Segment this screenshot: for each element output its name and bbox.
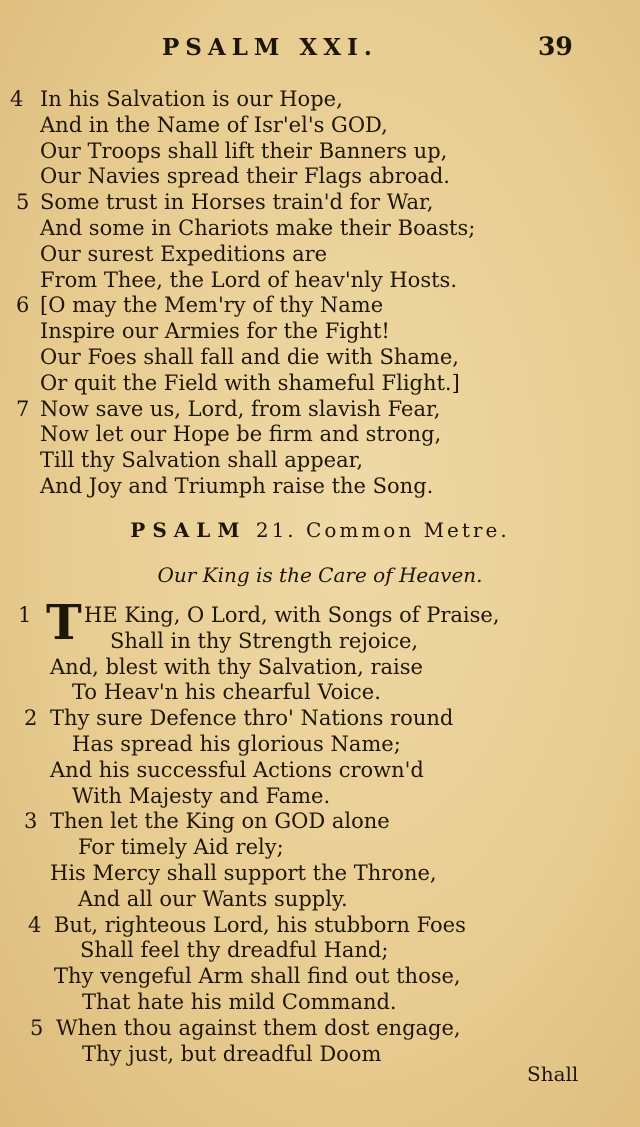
verse-line: Thy just, but dreadful Doom [82, 1041, 382, 1066]
page-header [0, 30, 640, 70]
verse-line: For timely Aid rely; [78, 835, 284, 860]
verse-line: And, blest with thy Salvation, raise [50, 654, 423, 679]
stanza-number: 3 [24, 809, 38, 834]
verse-line: Or quit the Field with shameful Flight.] [40, 370, 460, 395]
verse-line: 4 In his Salvation is our Hope, [10, 87, 343, 111]
verse-line: To Heav'n his chearful Voice. [72, 680, 381, 705]
verse-line: His Mercy shall support the Throne, [50, 860, 437, 885]
catchword: Shall [527, 1062, 579, 1086]
verse-line: And his successful Actions crown'd [50, 757, 424, 782]
section-subtitle: Our King is the Care of Heaven. [157, 563, 483, 587]
verse-line: Now let our Hope be firm and strong, [40, 422, 442, 447]
verse-line: Has spread his glorious Name; [72, 731, 401, 756]
stanza-number: 2 [24, 706, 38, 731]
verse-line: Our Navies spread their Flags abroad. [40, 164, 450, 189]
verse-line: And some in Chariots make their Boasts; [40, 215, 476, 240]
drop-capital: T [46, 595, 82, 651]
verse-line: Our surest Expeditions are [40, 241, 328, 266]
section-heading [0, 518, 640, 542]
stanza-number: 7 [16, 396, 30, 421]
verse-line: And all our Wants supply. [78, 886, 348, 911]
stanza-number: 5 [30, 1015, 44, 1040]
verse-line: 5 Some trust in Horses train'd for War, [16, 190, 434, 215]
stanza-number: 4 [10, 87, 24, 111]
stanza-number: 4 [28, 912, 42, 937]
verse-line: 7 Now save us, Lord, from slavish Fear, [16, 396, 441, 421]
running-title: PSALM XXI. [162, 34, 378, 61]
section-heading-word: PSALM [130, 518, 247, 542]
verse-line: Inspire our Armies for the Fight! [40, 319, 390, 344]
verse-line: Shall feel thy dreadful Hand; [80, 938, 389, 963]
verse-line: Our Troops shall lift their Banners up, [40, 138, 448, 163]
verse-line: 1 T HE King, O Lord, with Songs of Praise, [18, 595, 500, 651]
verse-line: Till thy Salvation shall appear, [40, 448, 364, 473]
verse-line: Shall in thy Strength rejoice, [110, 628, 419, 653]
stanza-number: 1 [18, 603, 32, 627]
verse-line: Our Foes shall fall and die with Shame, [40, 344, 459, 369]
verse-line: That hate his mild Command. [82, 989, 397, 1014]
verse-line: 5 When thou against them dost engage, [30, 1015, 461, 1040]
psalm-xxi-continuation [0, 87, 640, 500]
stanza-number: 6 [16, 293, 30, 318]
verse-line: From Thee, the Lord of heav'nly Hosts. [40, 267, 457, 292]
verse-line: Thy vengeful Arm shall find out those, [54, 964, 461, 989]
verse-line: 4 But, righteous Lord, his stubborn Foes [28, 912, 466, 937]
verse-line: And Joy and Triumph raise the Song. [40, 473, 434, 498]
stanza-number: 5 [16, 190, 30, 215]
verse-line: With Majesty and Fame. [72, 783, 331, 808]
verse-line: 6 [O may the Mem'ry of thy Name [16, 293, 384, 318]
psalm-21-common-metre [0, 595, 640, 1067]
verse-line: 2 Thy sure Defence thro' Nations round [24, 706, 454, 731]
verse-line: 3 Then let the King on GOD alone [24, 809, 390, 834]
section-heading-rest: 21. Common Metre. [255, 518, 510, 542]
page-number: 39 [538, 32, 573, 61]
verse-line: And in the Name of Isr'el's GOD, [40, 112, 388, 137]
